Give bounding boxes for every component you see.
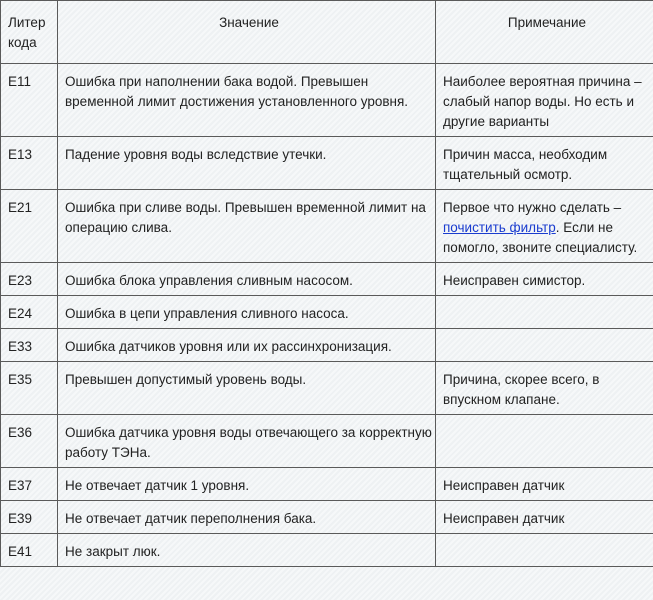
cell-note [436,534,653,567]
note-text-before: Первое что нужно сделать – [443,200,622,215]
cell-meaning: Превышен допустимый уровень воды. [58,362,436,415]
cell-meaning: Ошибка блока управления сливным насосом. [58,263,436,296]
cell-code: E24 [1,296,58,329]
cell-code: E39 [1,501,58,534]
table-row [1,415,653,468]
cell-note: Наиболее вероятная причина – слабый напор воды. Но есть и другие варианты [436,64,653,137]
header-meaning: Значение [58,1,436,64]
cell-note [436,329,653,362]
cell-note [436,415,653,468]
table-row [1,296,653,329]
cell-code: E37 [1,468,58,501]
cell-code: E33 [1,329,58,362]
cell-meaning: Ошибка при сливе воды. Превышен временной лимит на операцию слива. [58,190,436,263]
cell-note: Неисправен симистор. [436,263,653,296]
cell-note: Неисправен датчик [436,468,653,501]
cell-code: E36 [1,415,58,468]
cell-code: E41 [1,534,58,567]
cell-note: Неисправен датчик [436,501,653,534]
table-row [1,534,653,567]
cell-meaning: Не отвечает датчик 1 уровня. [58,468,436,501]
table-row [1,329,653,362]
table-row [1,64,653,137]
cell-meaning: Падение уровня воды вследствие утечки. [58,137,436,190]
cell-note [436,190,653,263]
table-row [1,190,653,263]
cell-meaning: Не отвечает датчик переполнения бака. [58,501,436,534]
cell-note: Причин масса, необходим тщательный осмотр. [436,137,653,190]
cell-meaning: Не закрыт люк. [58,534,436,567]
cell-meaning: Ошибка датчика уровня воды отвечающего за корректную работу ТЭНа. [58,415,436,468]
cell-meaning: Ошибка датчиков уровня или их рассинхронизация. [58,329,436,362]
note-text-after: . Если не помогло, звоните специалисту. [443,220,638,255]
cell-code: E21 [1,190,58,263]
cell-meaning: Ошибка при наполнении бака водой. Превышен временной лимит достижения установленного уровня. [58,64,436,137]
header-note: Примечание [436,1,653,64]
cell-note: Причина, скорее всего, в впускном клапане. [436,362,653,415]
header-code: Литер кода [1,1,58,64]
table-row [1,263,653,296]
table-row [1,468,653,501]
table-row [1,501,653,534]
table-row [1,137,653,190]
cell-meaning: Ошибка в цепи управления сливного насоса. [58,296,436,329]
cell-code: E13 [1,137,58,190]
cell-note [436,296,653,329]
clean-filter-link[interactable]: почистить фильтр [443,220,556,235]
cell-code: E23 [1,263,58,296]
cell-code: E11 [1,64,58,137]
table-header-row [1,1,653,64]
cell-code: E35 [1,362,58,415]
table-row [1,362,653,415]
